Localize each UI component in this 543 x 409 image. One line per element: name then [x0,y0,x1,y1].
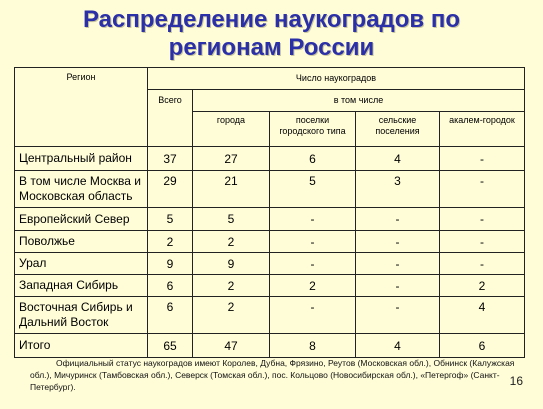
value-cell: - [270,253,356,275]
table-row [15,297,525,334]
value-cell: - [270,297,356,334]
value-cell: 4 [356,334,440,358]
page-number: 16 [509,374,523,388]
value-cell: 9 [148,253,193,275]
table-row [15,171,525,208]
value-cell: 4 [356,147,440,171]
title-line-1: Распределение наукоградов по [82,6,461,33]
value-cell: - [356,275,440,297]
page-title [0,6,543,62]
value-cell: - [440,147,525,171]
value-cell: 29 [148,171,193,208]
region-cell: В том числе Москва и Московская область [15,171,148,208]
region-cell: Восточная Сибирь и Дальний Восток [15,297,148,334]
header-including: в том числе [193,90,525,112]
value-cell: 6 [270,147,356,171]
header-urban-settlements: поселки городского типа [270,112,356,147]
value-cell: 37 [148,147,193,171]
region-cell: Центральный район [15,147,148,171]
value-cell: - [440,171,525,208]
table-row [15,208,525,231]
table-row [15,147,525,171]
value-cell: 2 [270,275,356,297]
region-cell: Поволжье [15,231,148,253]
value-cell: - [356,297,440,334]
value-cell: 47 [193,334,270,358]
value-cell: 4 [440,297,525,334]
value-cell: 2 [148,231,193,253]
value-cell: 6 [148,297,193,334]
header-total: Всего [148,90,193,147]
value-cell: - [440,253,525,275]
value-cell: 21 [193,171,270,208]
value-cell: - [356,208,440,231]
value-cell: 5 [270,171,356,208]
region-cell: Итого [15,334,148,358]
value-cell: 8 [270,334,356,358]
science-cities-table [14,67,525,358]
value-cell: 6 [440,334,525,358]
value-cell: - [270,208,356,231]
region-cell: Западная Сибирь [15,275,148,297]
value-cell: 2 [193,275,270,297]
table-row [15,253,525,275]
value-cell: - [440,231,525,253]
value-cell: 3 [356,171,440,208]
value-cell: 2 [193,231,270,253]
value-cell: - [440,208,525,231]
value-cell: 9 [193,253,270,275]
footnote: Официальный статус наукоградов имеют Королев, Дубна, Фрязино, Реутов (Московская обл.), Обнинск (Калужская обл.), Мичуринск (Тамбовская обл.), Северск (Томская обл.), пос. Кольцово (Новосибирская обл.), «Петергоф» (Санкт-Петербург). [30,358,515,392]
value-cell: - [356,253,440,275]
value-cell: 65 [148,334,193,358]
value-cell: - [356,231,440,253]
table-header-row [15,68,525,90]
value-cell: 2 [193,297,270,334]
table-row [15,231,525,253]
header-count-group: Число наукоградов [148,68,525,90]
table-row [15,275,525,297]
title-line-2: регионам России [168,34,375,61]
value-cell: - [270,231,356,253]
value-cell: 6 [148,275,193,297]
region-cell: Европейский Север [15,208,148,231]
table-total-row [15,334,525,358]
value-cell: 2 [440,275,525,297]
value-cell: 27 [193,147,270,171]
header-cities: города [193,112,270,147]
value-cell: 5 [148,208,193,231]
value-cell: 5 [193,208,270,231]
header-region: Регион [15,68,148,147]
header-academic-town: акалем-городок [440,112,525,147]
region-cell: Урал [15,253,148,275]
header-rural-settlements: сельские поселения [356,112,440,147]
